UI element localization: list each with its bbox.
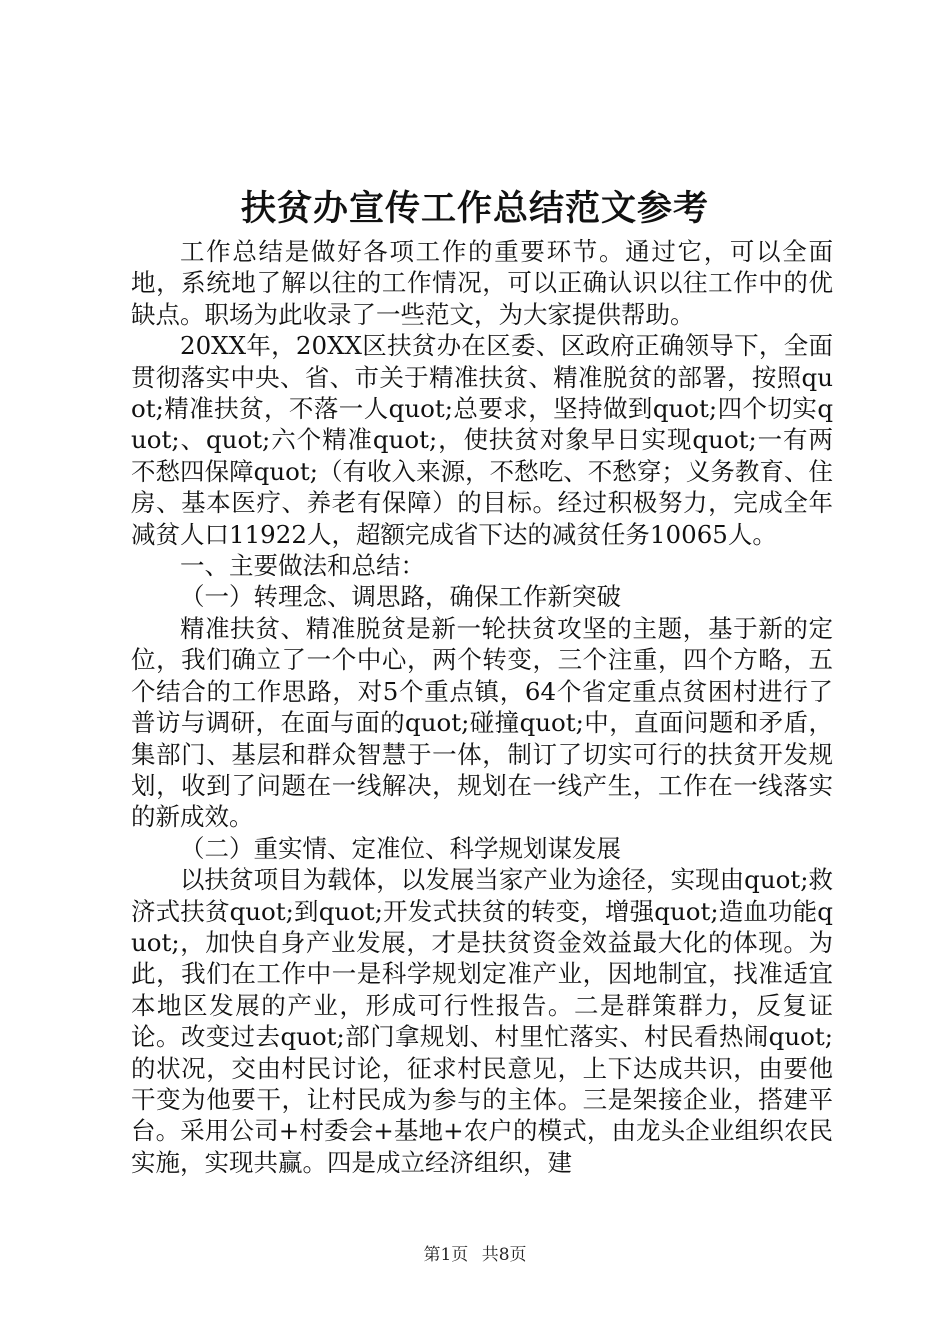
document-title: 扶贫办宣传工作总结范文参考 <box>240 188 709 229</box>
document-body <box>131 236 833 1178</box>
intro-paragraph: 工作总结是做好各项工作的重要环节。通过它，可以全面地，系统地了解以往的工作情况，可以正确认识以往工作中的优缺点。职场为此收录了一些范文，为大家提供帮助。 <box>131 237 833 329</box>
section-heading-main: 一、主要做法和总结： <box>180 551 425 581</box>
subsection-2-paragraph: 以扶贫项目为载体，以发展当家产业为途径，实现由quot;救济式扶贫quot;到quot;开发式扶贫的转变，增强quot;造血功能quot;，加快自身产业发展，才是扶贫资金效益最大化的体现。为此，我们在工作中一是科学规划定准产业，因地制宜，找准适宜本地区发展的产业，形成可行性报告。二是群策群力，反复证论。改变过去quot;部门拿规划、村里忙落实、村民看热闹quot;的状况，交由村民讨论，征求村民意见，上下达成共识，由要他干变为他要干，让村民成为参与的主体。三是架接企业，搭建平台。采用公司+村委会+基地+农户的模式，由龙头企业组织农民实施，实现共赢。四是成立经济组织，建 <box>131 865 833 1177</box>
page-number: 第1页 <box>423 1245 469 1265</box>
subsection-1-paragraph: 精准扶贫、精准脱贫是新一轮扶贫攻坚的主题，基于新的定位，我们确立了一个中心，两个转变，三个注重，四个方略，五个结合的工作思路，对5个重点镇，64个省定重点贫困村进行了普访与调研，在面与面的quot;碰撞quot;中，直面问题和矛盾，集部门、基层和群众智慧于一体，制订了切实可行的扶贫开发规划，收到了问题在一线解决，规划在一线产生，工作在一线落实的新成效。 <box>131 613 833 832</box>
page-total: 共8页 <box>481 1245 527 1265</box>
subsection-heading-2: （二）重实情、定准位、科学规划谋发展 <box>180 833 621 863</box>
page-footer <box>0 1243 950 1267</box>
summary-paragraph: 20XX年，20XX区扶贫办在区委、区政府正确领导下，全面贯彻落实中央、省、市关于精准扶贫、精准脱贫的部署，按照quot;精准扶贫，不落一人quot;总要求，坚持做到quot;四个切实quot;、quot;六个精准quot;，使扶贫对象早日实现quot;一有两不愁四保障quot;（有收入来源，不愁吃、不愁穿；义务教育、住房、基本医疗、养老有保障）的目标。经过积极努力，完成全年减贫人口11922人，超额完成省下达的减贫任务10065人。 <box>131 331 833 549</box>
subsection-heading-1: （一）转理念、调思路，确保工作新突破 <box>180 582 621 612</box>
